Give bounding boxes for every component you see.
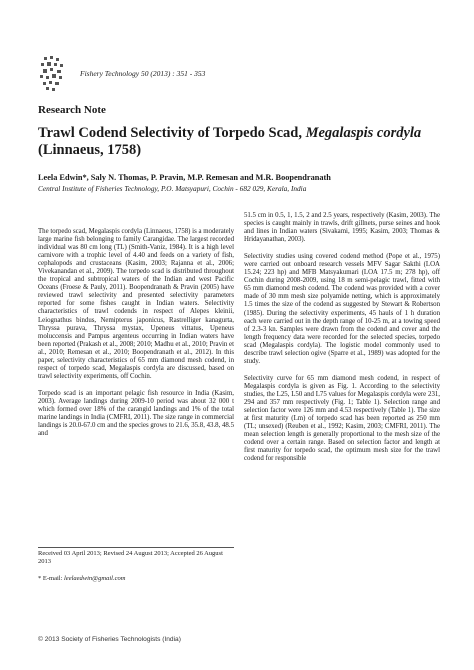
received-dates: Received 03 April 2013; Revised 24 August 2013; Accepted 26 August 2013 [38,550,223,565]
author-list: Leela Edwin*, Saly N. Thomas, P. Pravin, M.P. Remesan and M.R. Boopendranath [38,173,331,182]
paragraph: The torpedo scad, Megalaspis cordyla (Linnaeus, 1758) is a moderately large marine fish belonging to family Carangidae. The largest recorded individual was 80 cm long (TL) (Smith-Vaniz, 1984). It is a high level carnivore with a trophic level of 4.40 and feeds on a variety of fish, cephalopods and crustaceans (Kasim, 2003; Rajanna et al., 2006; Vivekanandan et al., 2009). The torpedo scad is distributed throughout the tropical and subtropical waters of the Indian and west Pacific Oceans (Froese & Pauly, 2011). Boopendranath & Pravin (2005) have reviewed trawl selectivity and presented selectivity parameters reported for some fishes caught in Indian waters. Selectivity characteristics of trawl codends in respect of Alepes kleinii, Leiognathus bindus, Nemipterus japonicus, Rastrelliger kanagurta, Thryssa purava, Thryssa mystax, Upeneus vittatus, Upeneus moluccensis and Pampus argenteus occurring in Indian waters have been reported (Prakash et al., 2008; 2010; Madhu et al., 2010; Pravin et al., 2010; Remesan et al., 2010; Boopendranath et al., 2012). In this paper, selectivity characteristics of 65 mm diamond mesh codend, in respect of torpedo scad, Megalaspis cordyla are discussed, based on trawl selectivity experiments, off Cochin. [38,228,234,380]
affiliation: Central Institute of Fisheries Technology, P.O. Matsyapuri, Cochin - 682 029, Kerala, India [38,184,307,193]
society-logo-icon [38,55,66,93]
right-column [244,212,440,472]
section-label: Research Note [38,104,106,116]
paragraph: Selectivity studies using covered codend method (Pope et al., 1975) were carried out onboard research vessels MFV Sagar Sakthi (LOA 15.24; 223 hp) and MFB Matsyakumari (LOA 17.5 m; 278 hp), off Cochin during 2008-2009, using 18 m semi-pelagic trawl, fitted with 65 mm diamond mesh codend. The codend was provided with a cover made of 30 mm mesh size polyamide netting, which is approximately 1.5 times the size of the codend as suggested by Stewart & Robertson (1985). During the selectivity experiments, 45 hauls of 1 h duration each were carried out in the depth range of 10-25 m, at a towing speed of 2.3-3 kn. Samples were drawn from the codend and cover and the length frequency data were recorded for the selected species, torpedo scad (Megalaspis cordyla). The logistic model commonly used to describe trawl selection ogive (Sparre et al., 1989) was adopted for the study. [244,253,440,365]
footnote-divider [38,547,234,548]
paragraph: Selectivity curve for 65 mm diamond mesh codend, in respect of Megalaspis cordyla is given as Fig. 1. According to the selectivity studies, the L25, L50 and L75 values for Megalaspis cordyla were 231, 294 and 357 mm respectively (Fig. 1; Table 1). Selection range and selection factor were 126 mm and 4.53 respectively (Table 1). The size at first maturity (Lm) of torpedo scad has been reported as 250 mm (TL; unsexed) (Reuben et al., 1992; Kasim, 2003; CMFRI, 2011). The mean selection length is generally proportional to the mesh size of the codend over a certain range. Based on selection factor and length at first maturity for torpedo scad, the optimum mesh size for the trawl codend for responsible [244,374,440,463]
corresponding-email [38,575,125,582]
copyright-notice: © 2013 Society of Fisheries Technologists (India) [38,636,181,643]
email-address[interactable]: leelaedwin@gmail.com [64,575,126,582]
paragraph: Torpedo scad is an important pelagic fish resource in India (Kasim, 2003). Average landings during 2009-10 period was about 32 000 t which formed over 18% of the carangid landings and 1% of the total marine landings in India (CMFRI, 2011). The size range in commercial landings is 20.0-67.0 cm and the species grows to 21.6, 35.8, 43.8, 48.5 and [38,389,234,438]
paragraph: 51.5 cm in 0.5, 1, 1.5, 2 and 2.5 years, respectively (Kasim, 2003). The species is caught mainly in trawls, drift gillnets, purse seines and hook and lines in Indian waters (Sivakami, 1995; Kasim, 2003; Thomas & Hridayanathan, 2003). [244,212,440,244]
article-title: Trawl Codend Selectivity of Torpedo Scad, Megalaspis cordyla (Linnaeus, 1758) [38,125,422,158]
left-column [38,228,234,447]
journal-citation: Fishery Technology 50 (2013) : 351 - 353 [80,69,206,78]
email-label: * E-mail: [38,575,63,582]
